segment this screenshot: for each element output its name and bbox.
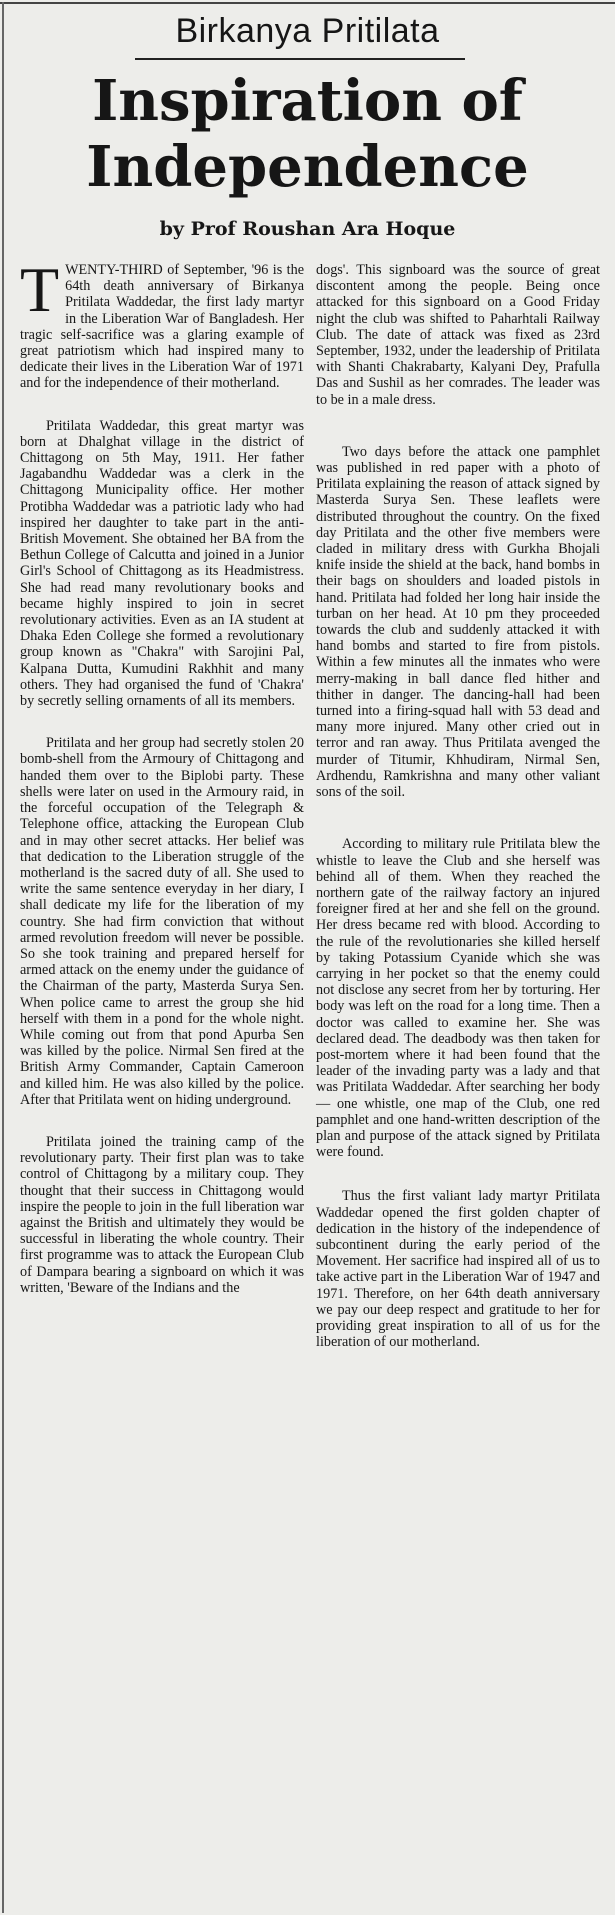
border-left-rule — [2, 2, 4, 1913]
paragraph: Thus the first valiant lady martyr Pritilata Waddedar opened the first golden chapter of dedication in the history of the independence of subcontinent during the early period of the Movement. Her sacrifice had inspired all of us to take active part in the Liberation War of 1947 and 1971. Therefore, on her 64th death anniversary we pay our deep respect and gratitude to her for providing great inspiration to all of us for the liberation of our motherland. — [316, 1188, 600, 1351]
paragraph: Two days before the attack one pamphlet was published in red paper with a photo of Pritilata explaining the reason of attack signed by Masterda Surya Sen. These leaflets were distributed throughout the country. On the fixed day Pritilata and the other five members were claded in military dress with Gurkha Bhojali knife inside the shield at the back, hand bombs in their bags on shoulders and loaded pistols in hand. Pritilata had folded her long hair inside the turban on her head. At 10 pm they proceeded towards the club and suddenly attacked it with hand bombs and started to fire from pistols. Within a few minutes all the inmates who were merry-making in ball dance fled hither and thither in danger. The dancing-hall had been turned into a firing-squad hall with 53 dead and many more injured. Many other cried out in terror and ran away. Thus Pritilata avenged the murder of Titumir, Khhudiram, Nirmal Sen, Ardhendu, Ramkrishna and many other valiant sons of the soil. — [316, 443, 600, 801]
article-column-left — [20, 254, 304, 1322]
paragraph: According to military rule Pritilata blew the whistle to leave the Club and she herself was behind all of them. When they reached the northern gate of the railway factory an injured foreigner fired at her and she fell on the ground. Her dress became red with blood. According to the rule of the revolutionaries she killed herself by taking Potassium Cyanide which she was carrying in her pocket so that the enemy could not disclose any secret from her by torturing. Her body was left on the road for a long time. Then a doctor was called to examine her. She was declared dead. The deadbody was then taken for post-mortem where it had been found that the leader of the invading party was a lady and that was Pritilata Waddedar. After searching her body — one whistle, one map of the Club, one red pamphlet and one hand-written description of the plan and purpose of the attack signed by Pritilata were found. — [316, 836, 600, 1161]
article-kicker: Birkanya Pritilata — [175, 12, 440, 50]
drop-cap: T — [20, 254, 60, 325]
headline-line-2: Independence — [86, 134, 529, 200]
paragraph: Pritilata Waddedar, this great martyr was born at Dhalghat village in the district of Chittagong on 5th May, 1911. Her father Jagabandhu Waddedar was a clerk in the Chittagong Municipality office. Her mother Protibha Waddedar was a patriotic lady who had inspired her daughter to take part in the anti-British Movement. She obtained her BA from the Bethun College of Calcutta and joined in a Junior Girl's School of Chittagong as its Headmistress. She had read many revolutionary books and became highly inspired to join in secret revolutionary activities. Even as an IA student at Dhaka Eden College she formed a revolutionary group known as "Chakra" with Sarojini Pal, Kalpana Dutta, Kumudini Rakhhit and many others. They had organised the fund of 'Chakra' by secretly selling ornaments of all its members. — [20, 417, 304, 710]
paragraph: Pritilata and her group had secretly stolen 20 bomb-shell from the Armoury of Chittagong and handed them over to the Biplobi party. These shells were later on used in the Armoury raid, in the forceful occupation of the Telegraph & Telephone office, attacking the European Club and in may other secret attacks. Her belief was that dedication to the Liberation struggle of the motherland is the sacred duty of all. She used to write the same sentence everyday in her diary, I shall dedicate my life for the liberation of my country. She had firm conviction that without armed revolution freedom will never be possible. So she took training and prepared herself for armed attack on the enemy under the guidance of the Chairman of the party, Masterda Surya Sen. When police came to arrest the group she hid herself with them in a pond for the whole night. While coming out from that pond Apurba Sen was killed by the police. Nirmal Sen fired at the British Army Commander, Captain Cameroon and killed him. He was also killed by the police. After that Pritilata went on hiding underground. — [20, 735, 304, 1108]
kicker-underline — [135, 58, 465, 60]
paragraph: Pritilata joined the training camp of the revolutionary party. Their first plan was to take control of Chittagong by a military coup. They thought that their success in Chittagong would inspire the people to join in the full liberation war against the British and ultimately they would be successful in liberating the whole country. Their first programme was to attack the European Club of Dampara bearing a signboard on which it was written, 'Beware of the Indians and the — [20, 1133, 304, 1296]
headline-line-1: Inspiration of — [92, 68, 523, 134]
article-headline — [0, 68, 615, 200]
article-byline: by Prof Roushan Ara Hoque — [159, 218, 456, 240]
paragraph — [20, 254, 304, 392]
article-column-right — [316, 262, 600, 1376]
border-top-rule — [0, 2, 615, 4]
paragraph-text: WENTY-THIRD of September, '96 is the 64th death anniversary of Birkanya Pritilata Waddedar, the first lady martyr in the Liberation War of Bangladesh. Her tragic self-sacrifice was a glaring example of great patriotism which had inspired many to dedicate their lives in the Liberation War of 1971 and for the independence of their motherland. — [20, 262, 304, 392]
paragraph: dogs'. This signboard was the source of great discontent among the people. Being once attacked for this signboard on a Good Friday night the club was shifted to Paharhtali Railway Club. The date of attack was fixed as 23rd September, 1932, under the leadership of Pritilata with Shanti Chakrabarty, Kalyani Dey, Prafulla Das and Sushil as her comrades. The leader was to be in a male dress. — [316, 262, 600, 408]
